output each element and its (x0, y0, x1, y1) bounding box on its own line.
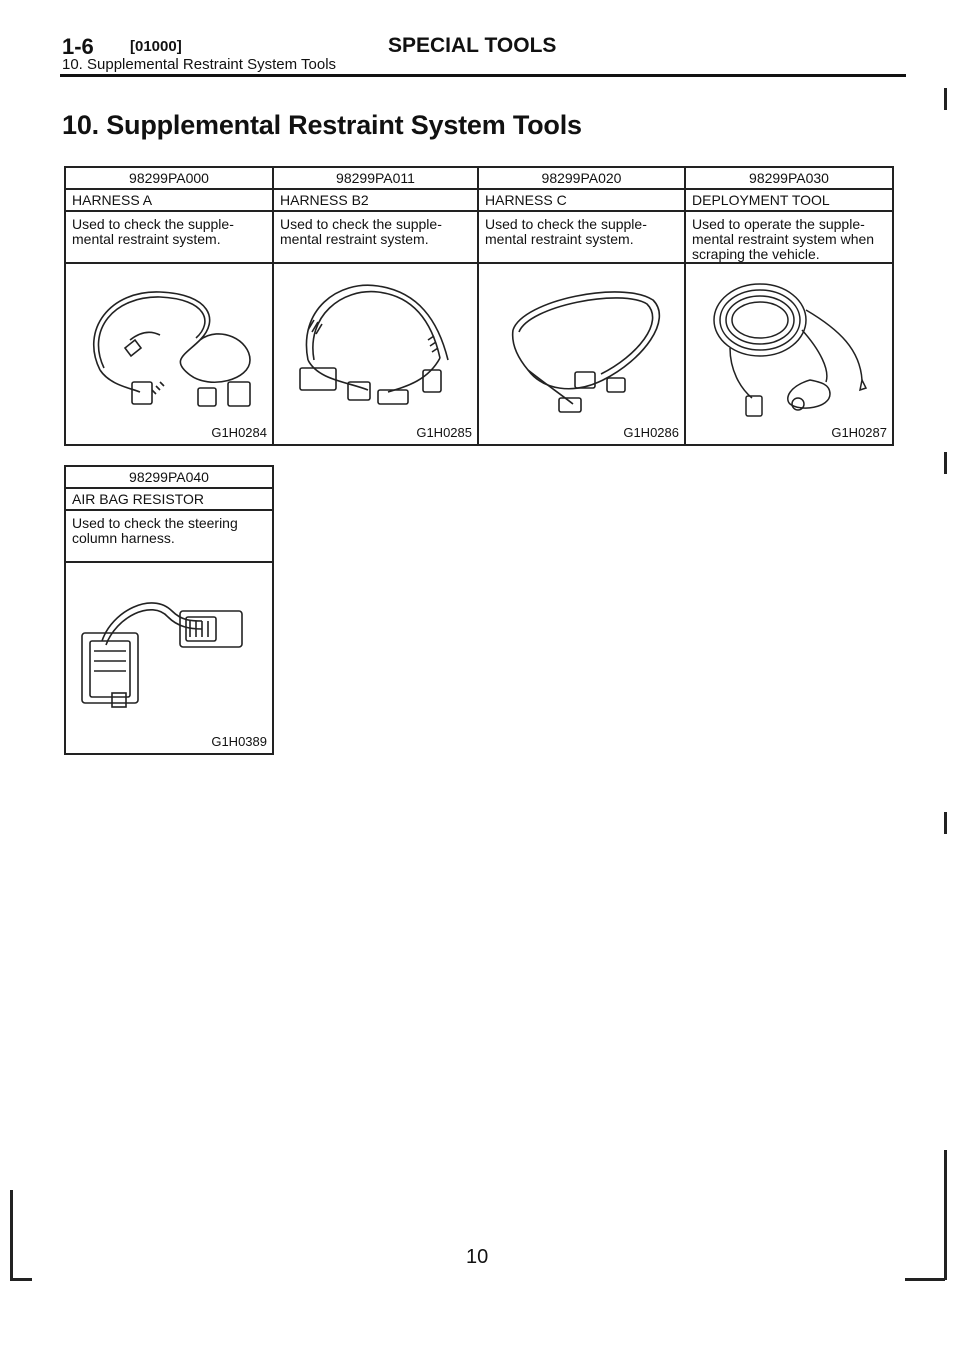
figure-id: G1H0284 (211, 425, 267, 440)
tool-name-cell: HARNESS B2 (273, 189, 478, 211)
page-heading: 10. Supplemental Restraint System Tools (62, 110, 582, 140)
tool-description-cell: Used to check the steering column harness. (65, 510, 273, 562)
harness-c-icon (483, 270, 679, 420)
scan-edge-mark (944, 452, 947, 474)
tools-table-row2 (64, 465, 274, 755)
air-bag-resistor-icon (72, 571, 268, 731)
part-number-cell: 98299PA030 (685, 167, 893, 189)
tool-description-cell: Used to operate the supple- mental restraint system when scraping the vehicle. (685, 211, 893, 263)
tool-description-cell: Used to check the supple- mental restraint system. (478, 211, 685, 263)
illustration-cell (685, 263, 893, 445)
scan-edge-mark (944, 812, 947, 834)
tool-name-cell: HARNESS A (65, 189, 273, 211)
figure-id: G1H0285 (416, 425, 472, 440)
tools-table (64, 166, 894, 446)
figure-id: G1H0286 (623, 425, 679, 440)
harness-a-icon (70, 270, 266, 420)
illustration-cell (273, 263, 478, 445)
scan-edge-mark (944, 88, 947, 110)
deployment-tool-icon (690, 270, 886, 420)
section-number: 1-6 (62, 34, 94, 59)
scan-edge-mark (905, 1278, 945, 1281)
tool-description-cell: Used to check the supple- mental restraint system. (273, 211, 478, 263)
section-title: SPECIAL TOOLS (388, 34, 557, 57)
tool-name-cell: AIR BAG RESISTOR (65, 488, 273, 510)
part-number-cell: 98299PA020 (478, 167, 685, 189)
page-header (62, 34, 900, 73)
scan-edge-mark (10, 1190, 13, 1280)
section-code: [01000] (130, 38, 182, 55)
harness-b2-icon (278, 270, 474, 420)
part-number-cell: 98299PA000 (65, 167, 273, 189)
page-number: 10 (466, 1246, 489, 1268)
illustration-cell (65, 263, 273, 445)
illustration-cell (65, 562, 273, 754)
tool-name-cell: HARNESS C (478, 189, 685, 211)
tool-description-cell: Used to check the supple- mental restraint system. (65, 211, 273, 263)
header-rule (60, 74, 906, 77)
part-number-cell: 98299PA040 (65, 466, 273, 488)
scan-edge-mark (944, 1150, 947, 1280)
figure-id: G1H0287 (831, 425, 887, 440)
section-subtitle: 10. Supplemental Restraint System Tools (62, 56, 337, 73)
illustration-cell (478, 263, 685, 445)
figure-id: G1H0389 (211, 734, 267, 749)
part-number-cell: 98299PA011 (273, 167, 478, 189)
tool-name-cell: DEPLOYMENT TOOL (685, 189, 893, 211)
scan-edge-mark (10, 1278, 32, 1281)
